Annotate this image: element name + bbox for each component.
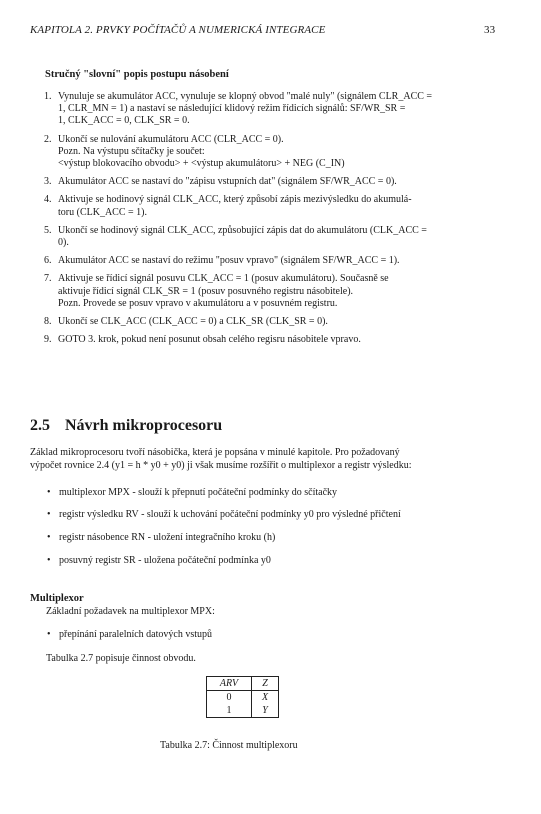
section-number: 2.5 [30, 417, 50, 434]
requirement-text: Základní požadavek na multiplexor MPX: [46, 606, 215, 617]
step-number: 9. [44, 334, 52, 346]
multiplexor-table [206, 676, 279, 718]
step-number: 3. [44, 176, 52, 188]
step-line: 1, CLR_MN = 1) a nastaví se následující klidový režim řídicích signálů: SF/WR_SR = [58, 103, 406, 115]
step-6 [44, 255, 484, 267]
page-number: 33 [484, 24, 496, 36]
bullet-icon: • [47, 555, 51, 566]
step-9 [44, 334, 484, 346]
table-row [207, 704, 279, 718]
step-line: Ukončí se nulování akumulátoru ACC (CLR_ACC = 0). [58, 133, 284, 145]
algorithm-steps [44, 91, 484, 352]
step-line: Ukončí se CLK_ACC (CLK_ACC = 0) a CLK_SR (CLK_SR = 0). [58, 316, 328, 328]
table-reference: Tabulka 2.7 popisuje činnost obvodu. [46, 653, 196, 664]
bullet-icon: • [47, 509, 51, 520]
step-number: 7. [44, 273, 52, 285]
step-line: Akumulátor ACC se nastaví do "zápisu vstupních dat" (signálem SF/WR_ACC = 0). [58, 176, 397, 188]
bullet-icon: • [47, 629, 51, 640]
algorithm-title: Stručný "slovní" popis postupu násobení [45, 69, 229, 80]
step-3 [44, 176, 484, 188]
step-line: Vynuluje se akumulátor ACC, vynuluje se klopný obvod "malé nuly" (signálem CLR_ACC = [58, 91, 433, 102]
step-number: 4. [44, 194, 52, 206]
table-cell: 0 [207, 691, 252, 705]
bullet-icon: • [47, 487, 51, 498]
table-header-cell: Z [252, 677, 279, 691]
step-line: Ukončí se hodinový signál CLK_ACC, způsobující zápis dat do akumulátoru (CLK_ACC = [58, 224, 427, 236]
table-row [207, 691, 279, 705]
running-header: KAPITOLA 2. PRVKY POČÍTAČŮ A NUMERICKÁ INTEGRACE [30, 24, 326, 36]
step-line: Akumulátor ACC se nastaví do režimu "posuv vpravo" (signálem SF/WR_ACC = 1). [58, 255, 400, 267]
step-number: 6. [44, 255, 52, 267]
subsection-title: Multiplexor [30, 593, 84, 604]
bullet-icon: • [47, 532, 51, 543]
table-header-row [207, 677, 279, 691]
step-line: Pozn. Na výstupu sčítačky je součet: [58, 145, 205, 157]
table-cell: Y [262, 705, 268, 716]
step-number: 2. [44, 133, 52, 145]
step-4 [44, 194, 484, 218]
table-caption: Tabulka 2.7: Činnost multiplexoru [160, 740, 298, 751]
step-line: <výstup blokovacího obvodu> + <výstup akumulátoru> + NEG (C_IN) [58, 158, 345, 170]
document-page: KAPITOLA 2. PRVKY POČÍTAČŮ A NUMERICKÁ INTEGRACE 33 Stručný "slovní" popis postupu násobení 1. Vynuluje se akumulátor ACC, vynuluje se klopný obvod "malé nuly" (signálem CLR_ACC = 1, CLR_MN = 1) a nastaví se následující klidový režim řídicích signálů: SF/WR_SR = 1, CLK_ACC = 0, CLK_SR = 0. 2. Ukončí se nulování akumulátoru ACC (CLR_ACC = 0). Pozn. Na výstupu sčítačky je součet: <výstup blokovacího obvodu> + <výstup akumulátoru> + NEG (C_IN) 3. Akumulátor ACC se nastaví do "zápisu vstupních dat" (signálem SF/WR_ACC = 0). 4. Aktivuje se hodinový signál CLK_ACC, který způsobí zápis mezivýsledku do akumulá- toru (CLK_ACC = 1). 5. Ukončí se hodinový signál CLK_ACC, způsobující zápis dat do akumulátoru (CLK_ACC = 0). 6. Akumulátor ACC se nastaví do režimu "posuv vpravo" (signálem SF/WR_ACC = 1). 7. Aktivuje se řídicí signál posuvu CLK_ACC = 1 (posuv akumulátoru). Současně se aktivuje řídicí signál CLK_SR = 1 (posuv posuvného registru násobitele). Pozn. Provede se posuv vpravo v akumulátoru a v posuvném registru. 8. Ukončí se CLK_ACC (CLK_ACC = 0) a CLK_SR (CLK_SR = 0). 9. GOTO 3. krok, pokud není posunut obsah celého regisru násobitele vpravo. 2.5 Návrh mikroprocesoru Základ mikroprocesoru tvoří násobička, která je popsána v minulé kapitole. Pro požadovaný výpočet rovnice 2.4 (y1 = h * y0 + y0) ji však musíme rozšířit o multiplexor a registr výsledku: • multiplexor MPX - slouží k přepnutí počáteční podmínky do sčítačky • registr výsledku RV - slouží k uchování počáteční podmínky y0 pro výsledné přičtení • registr násobence RN - uložení integračního kroku (h) • posuvný registr SR - uložena počáteční podmínka y0 Multiplexor Základní požadavek na multiplexor MPX: • přepínání paralelních datových vstupů Tabulka 2.7 popisuje činnost obvodu. ARV Z 0 X 1 Y Tabulka 2.7: Činnost multiplexoru [30, 24, 496, 751]
step-8 [44, 316, 484, 328]
step-1 [44, 91, 484, 128]
step-line: GOTO 3. krok, pokud není posunut obsah celého regisru násobitele vpravo. [58, 334, 361, 346]
step-line: toru (CLK_ACC = 1). [58, 206, 147, 218]
step-line: 1, CLK_ACC = 0, CLK_SR = 0. [58, 115, 190, 127]
step-7 [44, 273, 484, 310]
section-title: Návrh mikroprocesoru [65, 417, 223, 434]
step-number: 8. [44, 316, 52, 328]
intro-line-1: Základ mikroprocesoru tvoří násobička, která je popsána v minulé kapitole. Pro požadovaný [30, 447, 400, 458]
step-2 [44, 134, 484, 171]
intro-line-2: výpočet rovnice 2.4 (y1 = h * y0 + y0) ji však musíme rozšířit o multiplexor a registr výsledku: [30, 460, 412, 471]
table-header-cell: ARV [207, 677, 252, 691]
step-line: Pozn. Provede se posuv vpravo v akumulátoru a v posuvném registru. [58, 297, 338, 309]
step-line: aktivuje řídicí signál CLK_SR = 1 (posuv posuvného registru násobitele). [58, 285, 354, 297]
step-number: 5. [44, 224, 52, 236]
step-5 [44, 225, 484, 249]
step-number: 1. [44, 91, 52, 102]
table-cell: 1 [207, 704, 252, 718]
table-cell: X [261, 692, 269, 703]
step-line: 0). [58, 237, 69, 249]
step-line: Aktivuje se řídicí signál posuvu CLK_ACC = 1 (posuv akumulátoru). Současně se [58, 273, 389, 285]
step-line: Aktivuje se hodinový signál CLK_ACC, který způsobí zápis mezivýsledku do akumulá- [58, 194, 412, 206]
